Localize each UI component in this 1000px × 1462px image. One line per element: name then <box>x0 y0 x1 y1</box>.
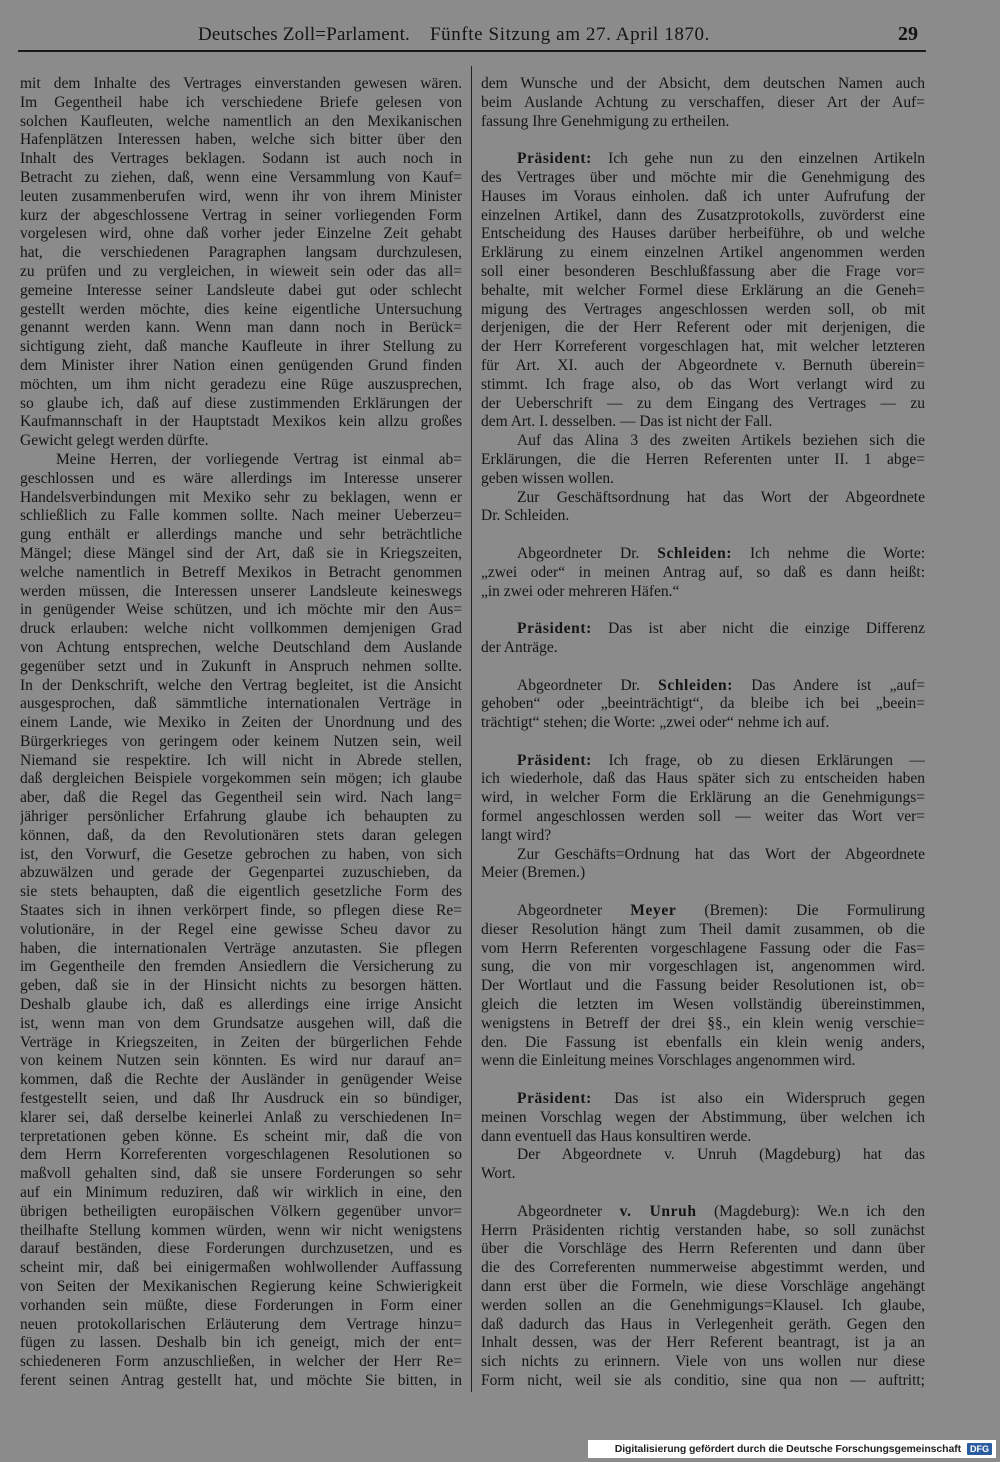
speech-paragraph <box>481 677 925 733</box>
speaker-prefix: Abgeordneter Dr. <box>517 544 640 562</box>
text-line <box>481 150 925 169</box>
speech-text: Ich nehme die Worte: <box>749 544 925 562</box>
text-line: schiedeneren Form anzuschließen, in welcher der Herr Re= <box>20 1353 462 1371</box>
text-line: volutionäre, in der Regel eine gewisse Scheu davor zu <box>20 920 462 938</box>
text-line: leuten zusammenberufen wird, wenn ihr von ihrem Minister <box>20 187 462 205</box>
text-line: vom Herrn Referenten vorgeschlagene Fassung oder die Fas= <box>481 939 925 957</box>
text-line: sie stets behaupten, daß die eigentlich gesetzliche Form des <box>20 883 462 901</box>
paragraph <box>481 489 925 527</box>
text-line: gestellt werden möchte, dies keine eigentliche Untersuchung <box>20 300 462 318</box>
text-line: wenn die Einleitung meines Vorschlages angenommen wird. <box>481 1052 856 1070</box>
text-line <box>481 902 925 921</box>
text-line: Auf das Alina 3 des zweiten Artikels beziehen sich die <box>517 432 925 450</box>
text-line: Wort. <box>481 1165 516 1183</box>
text-line: Meier (Bremen.) <box>481 864 586 882</box>
speech-paragraph <box>481 1090 925 1146</box>
speech-text: Das ist aber nicht die einzige Differenz <box>608 620 925 638</box>
text-line: fassung Ihre Genehmigung zu ertheilen. <box>481 112 730 130</box>
credit-text: Digitalisierung gefördert durch die Deutsche Forschungsgemeinschaft <box>614 1443 961 1455</box>
text-line: daß dadurch das Haus in Verlegenheit geräth. Gegen den <box>481 1315 925 1333</box>
text-line: theilhafte Stellung kommen würden, wenn wir nicht wenigstens <box>20 1221 462 1239</box>
text-line: wenigstens in Betreff der drei §§., ein klein wenig verschie= <box>481 1014 925 1032</box>
text-line: abzuwälzen und gerade der Gegenpartei zuzuschieben, da <box>20 864 462 882</box>
text-line: mit dem Inhalte des Vertrages einverstanden gewesen wären. <box>20 75 462 92</box>
speaker-name: Meyer <box>630 902 677 920</box>
speaker-name: v. Unruh <box>619 1202 697 1220</box>
text-line: dieser Resolution hängt zum Theil damit zusammen, ob die <box>481 920 925 938</box>
text-line <box>481 677 925 696</box>
text-line: welche namentlich in Betreff Mexikos in Betracht genommen <box>20 563 462 581</box>
speaker-name: Schleiden: <box>658 676 734 694</box>
text-line: auf ein Minimum reduziren, daß wir wirklich in eine, den <box>20 1184 462 1202</box>
speech-paragraph <box>481 620 925 658</box>
text-line: gegenüber setzt und in Zukunft in Anspruch nehmen sollte. <box>20 657 462 675</box>
text-line: der Anträge. <box>481 638 558 656</box>
speech-paragraph <box>481 545 925 601</box>
digitization-credit <box>588 1440 996 1458</box>
text-line: geschlossen und es wäre allerdings im Interesse unserer <box>20 469 462 487</box>
text-line: darauf beständen, diese Forderungen durchzusetzen, und es <box>20 1240 462 1258</box>
text-line: gemeine Interesse seiner Landsleute dabei gut oder schlecht <box>20 281 462 299</box>
speaker-name: Präsident: <box>517 751 592 769</box>
text-line: den. Die Fassung ist ebenfalls ein klein wenig anders, <box>481 1033 925 1051</box>
text-line: Erklärungen, die die Herren Referenten unter II. 1 abge= <box>481 450 925 468</box>
speech-text: Das ist also ein Widerspruch gegen <box>614 1090 925 1108</box>
text-line: sich nichts zu erinnern. Viele von uns wollen nur diese <box>481 1353 925 1371</box>
text-line: Dr. Schleiden. <box>481 507 570 525</box>
text-line: dem Minister ihrer Nation einen genügenden Grund finden <box>20 356 462 374</box>
text-line: dem Wunsche und der Absicht, dem deutschen Namen auch <box>481 75 925 92</box>
text-line: fügen zu lassen. Deshalb bin ich geneigt, mich der ent= <box>20 1334 462 1352</box>
speech-paragraph <box>481 1203 925 1391</box>
text-line: soll einer besonderen Beschlußfassung aber die Frage vor= <box>481 262 925 280</box>
text-line: des Vertrages über und möchte mir die Genehmigung des <box>481 168 925 186</box>
text-line: von keinem Nutzen sein könnten. Es wird nur darauf an= <box>20 1052 462 1070</box>
text-line: derjenigen, die der Herr Referent oder mit derjenigen, die <box>481 319 925 337</box>
text-line: Zur Geschäfts=Ordnung hat das Wort der Abgeordnete <box>517 845 925 863</box>
text-line: meinen Vorschlag wegen der Abstimmung, über welchen ich <box>481 1108 925 1126</box>
text-line: geben wissen wollen. <box>481 469 615 487</box>
speech-paragraph <box>481 902 925 1071</box>
text-line: von Achtung entsprechen, welche Deutschland dem Auslande <box>20 638 462 656</box>
text-line: dem Herrn Korreferenten vorgeschlagenen Resolutionen so <box>20 1146 462 1164</box>
paragraph <box>20 451 462 1391</box>
text-line: „zwei oder“ in meinen Antrag auf, so daß es dann heißt: <box>481 563 925 581</box>
text-line: Mängel; diese Mängel sind der Art, daß sie in Kriegszeiten, <box>20 544 462 562</box>
text-line: kommen, daß die Rechte der Ausländer in genügender Weise <box>20 1071 462 1089</box>
text-line: Inhalt dessen, was der Herr Referent beantragt, ist ja an <box>481 1334 925 1352</box>
text-line: Erklärung zu einem einzelnen Artikel angenommen werden <box>481 244 925 262</box>
text-line: haben, die internationalen Verträge anzutasten. Sie pflegen <box>20 939 462 957</box>
speaker-name: Präsident: <box>517 1090 592 1108</box>
text-line: ist, wenn man von dem Grundsatze ausgehen will, daß die <box>20 1014 462 1032</box>
speaker-name: Schleiden: <box>657 544 733 562</box>
text-line: Hafenplätzen Interessen haben, welche sich bitter über den <box>20 131 462 149</box>
text-line: In der Denkschrift, welche den Vertrag begleitet, ist die Ansicht <box>20 676 462 694</box>
text-line: ich wiederhole, daß das Haus später sich zu entscheiden haben <box>481 770 925 788</box>
paragraph <box>481 75 925 131</box>
text-line: gehoben“ oder „beeinträchtigt“, da bleibe ich bei „beein= <box>481 695 925 713</box>
text-line: Verträge in Kriegszeiten, in Zeiten der bürgerlichen Fehde <box>20 1033 462 1051</box>
text-line: können, daß, da den Revolutionären stets daran gelegen <box>20 826 462 844</box>
speech-paragraph <box>481 752 925 846</box>
text-line: der Herr Korreferent vorgeschlagen hat, mit welcher letzteren <box>481 338 925 356</box>
text-line: jähriger persönlicher Erfahrung glaube ich behaupten zu <box>20 808 462 826</box>
page-number: 29 <box>898 23 918 45</box>
text-line: solchen Kaufleuten, welche namentlich an den Mexikanischen <box>20 112 462 130</box>
text-line: über die Vorschläge des Herrn Referenten und dann über <box>481 1240 925 1258</box>
text-line: maßvoll gehalten sind, daß sie unsere Forderungen so sehr <box>20 1165 462 1183</box>
text-line: Meine Herren, der vorliegende Vertrag ist einmal ab= <box>56 450 462 468</box>
paragraph <box>20 75 462 451</box>
text-line: daß dergleichen Beispiele vorgekommen sein mögen; ich glaube <box>20 770 462 788</box>
speech-text: Ich frage, ob zu diesen Erklärungen — <box>608 751 925 769</box>
text-line <box>481 545 925 564</box>
speech-text: Ich gehe nun zu den einzelnen Artikeln <box>608 150 925 168</box>
speaker-prefix: Abgeordneter <box>517 1202 603 1220</box>
text-line: einem Lande, wie Mexiko in Zeiten der Unordnung und des <box>20 714 462 732</box>
text-line: von Seiten der Mexikanischen Regierung keine Schwierigkeit <box>20 1278 462 1295</box>
text-line: stimmt. Ich frage also, ob das Wort verlangt wird zu <box>481 375 925 393</box>
running-title: Deutsches Zoll=Parlament. <box>198 24 410 45</box>
text-line: terpretationen geben könne. Es scheint mir, daß die von <box>20 1127 462 1145</box>
text-line <box>481 1090 925 1109</box>
text-line: sichtigung zieht, daß manche Kaufleute in ihrer Stellung zu <box>20 338 462 356</box>
left-column <box>20 75 462 1391</box>
text-line: dann erst über die Formeln, wie diese Vorschläge angehängt <box>481 1278 925 1295</box>
speaker-prefix: Abgeordneter <box>517 902 603 920</box>
text-line: Form nicht, weil sie als conditio, sine qua non — auftritt; <box>481 1371 925 1389</box>
text-line: einzelnen Artikel, dann des Zusatzprotokolls, zuvörderst eine <box>481 206 925 224</box>
text-line: neuen protokollarischen Erläuterung dem Vertrage hinzu= <box>20 1315 462 1333</box>
text-line: festgestellt seien, und daß Ihr Ausdruck ein so bündiger, <box>20 1090 462 1108</box>
text-line: Der Wortlaut und die Fassung beider Resolutionen ist, ob= <box>481 977 925 995</box>
text-line: trächtigt“ stehen; die Worte: „zwei oder“ nehme ich auf. <box>481 714 830 732</box>
speech-text: (Magdeburg): We.n ich den <box>714 1202 925 1220</box>
right-column <box>481 75 925 1391</box>
speaker-name: Präsident: <box>517 620 592 638</box>
text-line: geben, daß sie in der Hinsicht nichts zu besorgen hätten. <box>20 977 462 995</box>
text-line: möchten, um ihm nicht geradezu eine Rüge auszusprechen, <box>20 375 462 393</box>
text-line: gung enthält er allerdings manche und sehr beträchtliche <box>20 526 462 544</box>
text-line: vorhanden sein müßte, diese Forderungen in Form einer <box>20 1296 462 1314</box>
dfg-logo: DFG <box>967 1443 992 1455</box>
text-line: beim Auslande Achtung zu verschaffen, dieser Art der Auf= <box>481 93 925 111</box>
speech-text: Das Andere ist „auf= <box>751 676 925 694</box>
text-line: formel angeschlossen werden soll — weiter das Wort ver= <box>481 808 925 826</box>
text-line: Niemand sie respektire. Ich will nicht in Abrede stellen, <box>20 751 462 769</box>
text-line: für Art. XI. auch der Abgeordnete v. Bernuth überein= <box>481 356 925 374</box>
text-line: schließlich zu Falle kommen sollte. Nach meiner Ueberzeu= <box>20 507 462 525</box>
text-line <box>481 1203 925 1222</box>
text-line: ist, den Vorwurf, die Gesetze gebrochen zu haben, von sich <box>20 845 462 863</box>
text-line: sung, die von mir vorgeschlagen ist, angenommen wird. <box>481 958 925 976</box>
text-line: die des Correferenten nummerweise abgestimmt werden, und <box>481 1259 925 1277</box>
speech-text: (Bremen): Die Formulirung <box>704 902 925 920</box>
text-line: Handelsverbindungen mit Mexiko sehr zu beklagen, wenn er <box>20 488 462 506</box>
text-line: ausgesprochen, daß sämmtliche internationalen Verträge in <box>20 695 462 713</box>
text-line: der Ueberschrift — zu dem Eingang des Vertrages — zu <box>481 394 925 412</box>
text-line: gleich die letzten im Wesen vollständig übereinstimmen, <box>481 996 925 1014</box>
text-line: kurz der abgeschlossene Vertrag in seiner vorliegenden Form <box>20 206 462 224</box>
text-line: übrigen betheiligten europäischen Völkern gegenüber unvor= <box>20 1202 462 1220</box>
text-line: „in zwei oder mehreren Häfen.“ <box>481 582 680 600</box>
text-line: im Gegentheile den fremden Ansiedlern die Versicherung zu <box>20 958 462 976</box>
text-line: hat, die verschiedenen Paragraphen langsam durchzulesen, <box>20 244 462 262</box>
text-line: Inhalt des Vertrages beklagen. Sodann ist auch noch in <box>20 150 462 168</box>
text-line: so glaube ich, daß auf diese zustimmenden Erklärungen der <box>20 394 462 412</box>
text-line: zu prüfen und zu vergleichen, in wieweit sein oder das all= <box>20 262 462 280</box>
text-line: migung des Vertrages angeschlossen werden soll, ob mit <box>481 300 925 318</box>
text-line: Zur Geschäftsordnung hat das Wort der Abgeordnete <box>517 488 925 506</box>
column-divider <box>471 66 472 1392</box>
paragraph <box>481 432 925 488</box>
text-line: klarer sei, daß derselbe keinerlei Anlaß zu verschiedenen In= <box>20 1108 462 1126</box>
text-line: werden müssen, die Interessen unserer Landsleute keineswegs <box>20 582 462 600</box>
text-line: werden sollen an die Genehmigungs=Klausel. Ich glaube, <box>481 1296 925 1314</box>
speaker-name: Präsident: <box>517 150 592 168</box>
text-line: dem Art. I. desselben. — Das ist nicht der Fall. <box>481 413 773 431</box>
text-line: Im Gegentheil habe ich verschiedene Briefe gelesen von <box>20 93 462 111</box>
text-line: Entscheidung des Hauses darüber herbeiführe, ob und welche <box>481 225 925 243</box>
text-line: Bürgerkrieges von geringem oder keinem Nutzen sein, weil <box>20 732 462 750</box>
paragraph <box>481 846 925 884</box>
text-line: Gewicht gelegt werden dürfte. <box>20 432 209 450</box>
text-line: Betracht zu ziehen, daß, wenn eine Versammlung von Kauf= <box>20 168 462 186</box>
running-header <box>18 20 926 52</box>
text-line: dann eventuell das Haus konsultiren werde. <box>481 1127 752 1145</box>
text-line: druck erlauben: welche nicht vollkommen demjenigen Grad <box>20 620 462 638</box>
text-line: Der Abgeordnete v. Unruh (Magdeburg) hat das <box>517 1146 925 1164</box>
speech-paragraph <box>481 150 925 432</box>
text-line: Kaufmannschaft in der Hauptstadt Mexikos kein allzu großes <box>20 413 462 431</box>
text-line: scheint mir, daß bei einigermaßen wohlwollender Auffassung <box>20 1259 462 1277</box>
session-title: Fünfte Sitzung am 27. April 1870. <box>430 24 710 45</box>
text-line: langt wird? <box>481 826 552 844</box>
text-line: genannt werden kann. Wenn man dann noch in Berück= <box>20 319 462 337</box>
paragraph <box>481 1146 925 1184</box>
text-line: Staates sich in ihnen verkörpert finde, so pflegen diese Re= <box>20 902 462 920</box>
text-line: in genügender Weise schützen, und ich möchte mir den Aus= <box>20 601 462 619</box>
speaker-prefix: Abgeordneter Dr. <box>517 676 640 694</box>
text-line: aber, daß die Regel das Gegentheil sein wird. Nach lang= <box>20 789 462 807</box>
text-line: Deshalb glaube ich, daß es allerdings eine irrige Ansicht <box>20 996 462 1014</box>
text-line: Herrn Präsidenten richtig verstanden habe, so soll zunächst <box>481 1221 925 1239</box>
text-line <box>481 752 925 771</box>
text-line: ferent seinen Antrag gestellt hat, und möchte Sie bitten, in <box>20 1371 462 1389</box>
text-line: Hauses im Voraus einholen. daß ich unter Aufrufung der <box>481 187 925 205</box>
text-line: vorgelesen wird, ohne daß vorher jeder Einzelne Zeit gehabt <box>20 225 462 243</box>
text-line <box>481 620 925 639</box>
text-line: wird, in welcher Form die Erklärung an die Genehmigungs= <box>481 789 925 807</box>
text-line: behalte, mit welcher Formel diese Erklärung an die Geneh= <box>481 281 925 299</box>
